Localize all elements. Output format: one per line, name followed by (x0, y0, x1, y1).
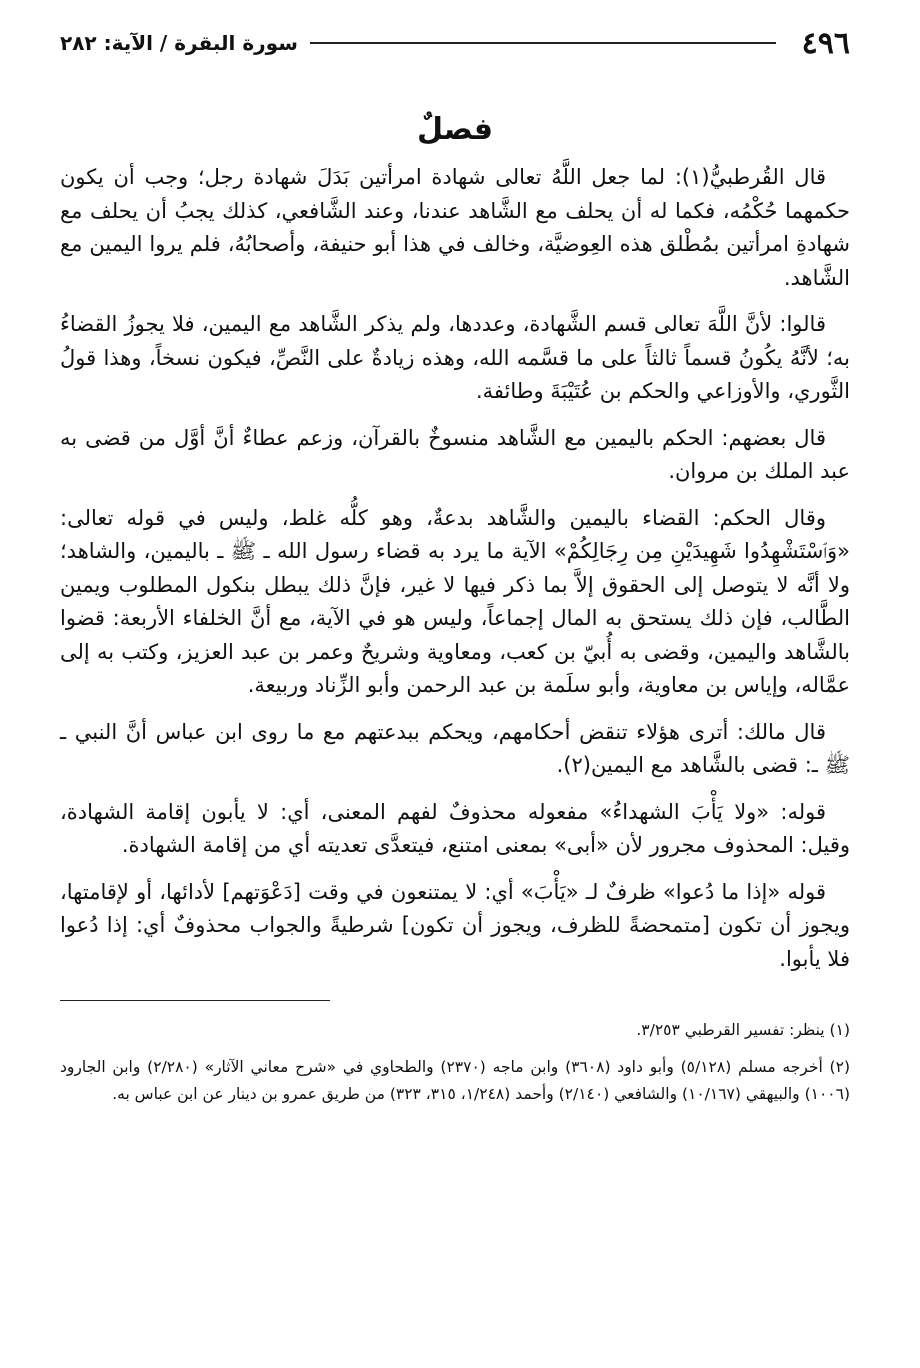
running-title: سورة البقرة / الآية: ٢٨٢ (60, 31, 298, 55)
page-header (60, 20, 850, 66)
book-page (60, 20, 850, 1350)
paragraph-la-ya-ba: قوله: «ولا يَأْبَ الشهداءُ» مفعوله محذوفٌ لفهم المعنى، أي: لا يأبون إقامة الشهادة، وقيل: المحذوف مجرور لأن «أبى» بمعنى امتنع، فيتعدَّى تعديته أي من إقامة الشهادة. (60, 799, 850, 857)
footnote-2: (٢) أخرجه مسلم (٥/١٢٨) وأبو داود (٣٦٠٨) وابن ماجه (٢٣٧٠) والطحاوي في «شرح معاني الآثار» (٢/٢٨٠) وابن الجارود (١٠٠٦) والبيهقي (١٠/١٦٧) والشافعي (٢/١٤٠) وأحمد (١/٢٤٨، ٣١٥، ٣٢٣) من طريق عمرو بن دينار عن ابن عباس به. (60, 1058, 850, 1103)
page-number: ٤٩٦ (801, 25, 850, 61)
paragraph-qurtubi: قال القُرطبيُّ(١): لما جعل اللَّهُ تعالى شهادة امرأتين بَدَلَ شهادة رجل؛ وجب أن يكون حكمهما حُكْمُه، فكما له أن يحلف مع الشَّاهد عندنا، وعند الشَّافعي، كذلك يجبُ أن يحلف مع شهادةِ امرأتين بمُطْلق هذه العِوضيَّة، وخالف في هذا أبو حنيفة، وأصحابُهُ، فلم يروا اليمين مع الشَّاهد. (60, 165, 850, 290)
paragraph-al-hakam: وقال الحكم: القضاء باليمين والشَّاهد بدعةٌ، وهو كلُّه غلط، وليس في قوله تعالى: «وَٱسْتَشْهِدُوا شَهِيدَيْنِ مِن رِجَالِكُمْ» الآية ما يرد به قضاء رسول الله ـ ﷺ ـ باليمين، والشاهد؛ ولا أنَّه لا يتوصل إلى الحقوق إلاَّ بما ذكر فيها لا غير، فإنَّ ذلك يبطل بنكول المطلوب ويمين الطَّالب، فإن ذلك يستحق به المال إجماعاً، وليس هو في الآية، مع أنَّ الخلفاء الأربعة: قضوا بالشَّاهد واليمين، وقضى به أُبيّ بن كعب، ومعاوية وشريحٌ وعمر بن عبد العزيز، وكتب به إلى عمَّاله، وإياس بن معاوية، وأبو سلَمة بن عبد الرحمن وأبو الزِّناد وربيعة. (60, 505, 850, 697)
paragraph-malik: قال مالك: أترى هؤلاء تنقض أحكامهم، ويحكم ببدعتهم مع ما روى ابن عباس أنَّ النبي ـ ﷺ ـ: قضى بالشَّاهد مع اليمين(٢). (60, 719, 850, 777)
footnotes (60, 1017, 850, 1108)
paragraph-ba-dahum: قال بعضهم: الحكم باليمين مع الشَّاهد منسوخٌ بالقرآن، وزعم عطاءٌ أنَّ أوَّل من قضى به عبد الملك بن مروان. (60, 425, 850, 483)
body-text (60, 161, 850, 976)
paragraph-idha-ma-du-u: قوله «إذا ما دُعوا» ظرفٌ لـ «يَأْبَ» أي: لا يمتنعون في وقت [دَعْوَتهم] لأدائها، أو لإقامتها، ويجوز أن تكون [متمحضةً للظرف، ويجوز أن تكون] شرطيةً والجواب محذوفٌ أي: إذا دُعوا فلا يأبوا. (60, 879, 850, 971)
header-rule (310, 42, 776, 44)
section-heading: فصلٌ (417, 112, 493, 147)
footnote-rule (60, 1000, 330, 1001)
paragraph-qalu: قالوا: لأنَّ اللَّهَ تعالى قسم الشَّهادة، وعددها، ولم يذكر الشَّاهد مع اليمين، فلا يجوزُ القضاءُ به؛ لأنَّهُ يكُونُ قسماً ثالثاً على ما قسَّمه الله، وهذه زيادةٌ على النَّصِّ، فيكون نسخاً، وهذا قولُ الثَّوري، والأوزاعي والحكم بن عُتَيْبَةَ وطائفة. (60, 312, 850, 403)
footnote-1: (١) ينظر: تفسير القرطبي ٣/٢٥٣. (636, 1021, 850, 1039)
